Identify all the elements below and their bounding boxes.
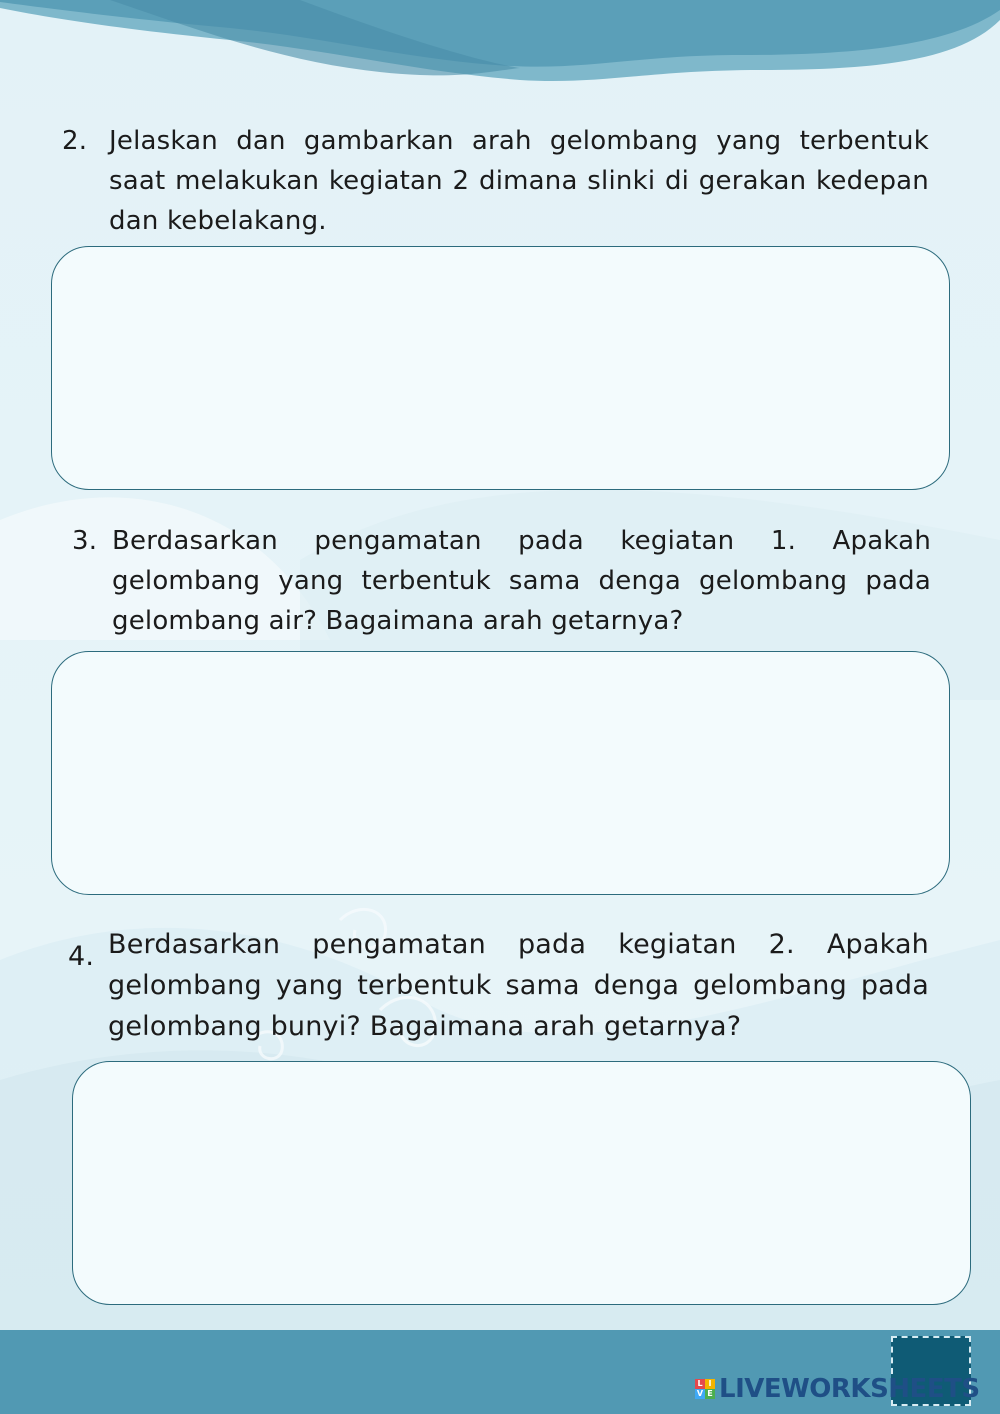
- question-4: [68, 924, 932, 1044]
- liveworksheets-brand: [695, 1372, 980, 1406]
- question-number: 2.: [62, 126, 88, 156]
- logo-letter: E: [705, 1389, 715, 1399]
- question-number: 4.: [68, 941, 95, 972]
- question-3: [72, 521, 934, 641]
- answer-box-3[interactable]: [51, 651, 950, 895]
- liveworksheets-logo-icon: [695, 1379, 715, 1399]
- logo-letter: V: [696, 1389, 704, 1398]
- answer-box-2[interactable]: [51, 246, 950, 490]
- question-number: 3.: [72, 526, 98, 556]
- question-2: [62, 121, 932, 241]
- question-text: Jelaskan dan gambarkan arah gelombang yang terbentuk saat melakukan kegiatan 2 dimana slinki di gerakan kedepan dan kebelakang.: [109, 126, 929, 236]
- brand-name: LIVEWORKSHEETS: [719, 1374, 980, 1404]
- logo-letter: I: [705, 1379, 715, 1389]
- answer-box-4[interactable]: [72, 1061, 971, 1305]
- question-text: Berdasarkan pengamatan pada kegiatan 1. Apakah gelombang yang terbentuk sama denga gelombang pada gelombang air? Bagaimana arah getarnya?: [112, 526, 931, 636]
- question-text: Berdasarkan pengamatan pada kegiatan 2. Apakah gelombang yang terbentuk sama denga gelombang pada gelombang bunyi? Bagaimana arah getarnya?: [108, 929, 929, 1042]
- logo-letter: L: [695, 1379, 705, 1389]
